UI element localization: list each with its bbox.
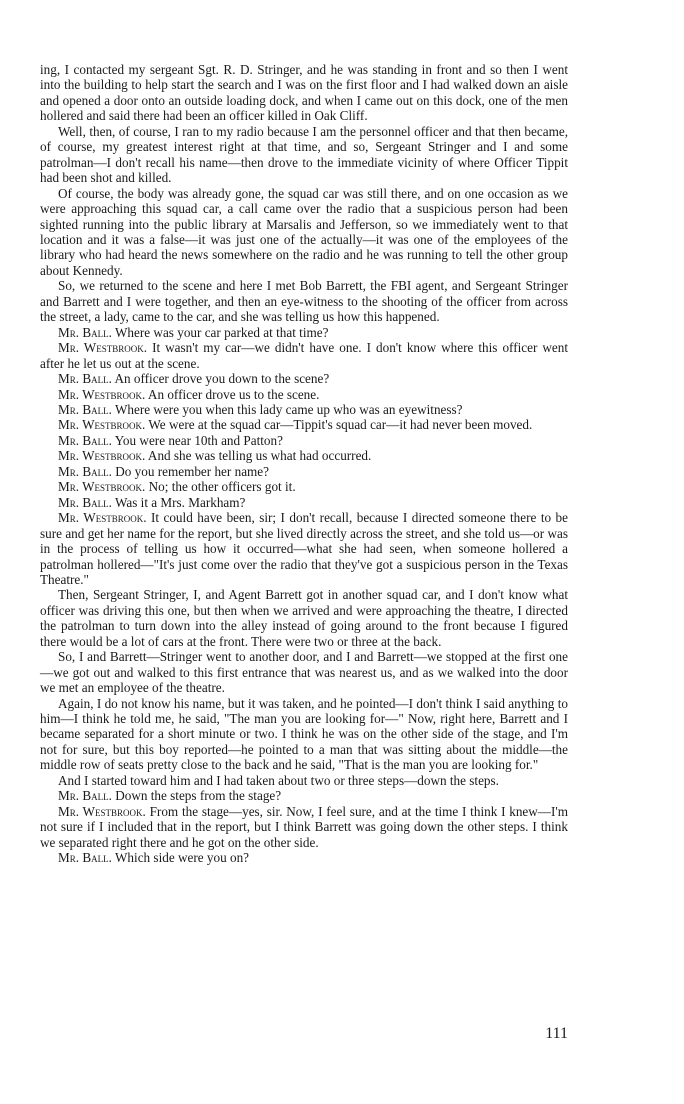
paragraph-text: So, we returned to the scene and here I met Bob Barrett, the FBI agent, and Sergeant Stringer and Barrett and I were together, and then an eye-witness to the shooting of the officer from across the street, a lady, came to the car, and she was telling us how this happened. (40, 278, 568, 325)
testimony-text (40, 62, 568, 866)
narrative-paragraph (40, 62, 568, 124)
narrative-paragraph (40, 278, 568, 324)
paragraph-text: No; the other officers got it. (148, 479, 296, 495)
testimony-exchange (40, 850, 568, 865)
paragraph-text: Well, then, of course, I ran to my radio because I am the personnel officer and that then became, of course, my greatest interest right at that time, and so, Sergeant Stringer and I and some patrolman—I don't recall his name—then drove to the immediate vicinity of where Officer Tippit had been shot and killed. (40, 123, 568, 186)
speaker-label: Mr. Ball. (58, 371, 112, 387)
page-number: 111 (545, 1025, 568, 1042)
paragraph-text: So, I and Barrett—Stringer went to another door, and I and Barrett—we stopped at the first one—we got out and walked to this first entrance that was nearest us, and as we walked into the door we met an employee of the theatre. (40, 649, 568, 696)
speaker-label: Mr. Westbrook. (58, 803, 146, 819)
paragraph-text: And I started toward him and I had taken about two or three steps—down the steps. (58, 772, 499, 788)
testimony-exchange (40, 448, 568, 463)
narrative-paragraph (40, 186, 568, 279)
narrative-paragraph (40, 587, 568, 649)
speaker-label: Mr. Ball. (58, 401, 112, 417)
paragraph-text: Was it a Mrs. Markham? (114, 494, 246, 510)
speaker-label: Mr. Ball. (58, 850, 112, 866)
paragraph-text: Where were you when this lady came up who was an eyewitness? (114, 401, 463, 417)
paragraph-text: Do you remember her name? (115, 463, 270, 479)
testimony-exchange (40, 340, 568, 371)
speaker-label: Mr. Ball. (58, 788, 112, 804)
testimony-exchange (40, 402, 568, 417)
testimony-exchange (40, 510, 568, 587)
narrative-paragraph (40, 124, 568, 186)
paragraph-text: And she was telling us what had occurred. (147, 448, 372, 464)
speaker-label: Mr. Westbrook. (58, 479, 146, 495)
testimony-exchange (40, 804, 568, 850)
testimony-exchange (40, 433, 568, 448)
speaker-label: Mr. Ball. (58, 463, 112, 479)
speaker-label: Mr. Westbrook. (58, 386, 146, 402)
paragraph-text: It could have been, sir; I don't recall, because I directed someone there to be sure and get her name for the report, but she lived directly across the street, and she told us—or was in the process of telling us how it occurred—what she had seen, when someone hollered a patrolman hollered—"It's just come over the radio that they've got a suspicious person in the Texas Theatre." (40, 510, 569, 587)
paragraph-text: It wasn't my car—we didn't have one. I don't know where this officer went after he let us out at the scene. (40, 340, 569, 371)
testimony-exchange (40, 788, 568, 803)
narrative-paragraph (40, 649, 568, 695)
testimony-exchange (40, 325, 568, 340)
paragraph-text: Down the steps from the stage? (115, 788, 282, 804)
speaker-label: Mr. Ball. (58, 432, 112, 448)
paragraph-text: Then, Sergeant Stringer, I, and Agent Barrett got in another squad car, and I don't know what officer was driving this one, but then when we arrived and were approaching the theatre, I directed the patrolman to turn down into the alley instead of going around to the front because I figured there would be a lot of cars at the front. There were two or three at the back. (40, 587, 568, 649)
paragraph-text: You were near 10th and Patton? (114, 432, 283, 448)
testimony-exchange (40, 464, 568, 479)
narrative-paragraph (40, 696, 568, 773)
speaker-label: Mr. Westbrook. (58, 340, 148, 356)
paragraph-text: Where was your car parked at that time? (114, 324, 329, 340)
testimony-exchange (40, 495, 568, 510)
paragraph-text: From the stage—yes, sir. Now, I feel sure, and at the time I think I knew—I'm not sure if I included that in the report, but I think Barrett was going down the other steps. I think we separated right there and he got on the other side. (40, 803, 569, 850)
testimony-exchange (40, 371, 568, 386)
speaker-label: Mr. Westbrook. (58, 417, 146, 433)
paragraph-text: Which side were you on? (114, 850, 250, 866)
testimony-exchange (40, 387, 568, 402)
paragraph-text: An officer drove you down to the scene? (114, 371, 330, 387)
paragraph-text: Again, I do not know his name, but it was taken, and he pointed—I don't think I said anything to him—I think he told me, he said, "The man you are looking for—" Now, right here, Barrett and I became separated for a short minute or two. I think he was on the other side of the stage, and I'm not for sure, but this boy reported—he pointed to a man that was sitting about the middle—the middle row of seats pretty close to the back and he said, "That is the man you are looking for." (40, 695, 568, 773)
paragraph-text: Of course, the body was already gone, the squad car was still there, and on one occasion as we were approaching this squad car, a call came over the radio that a suspicious person had been sighted running into the public library at Marsalis and Jefferson, so we immediately went to that location and it was a false—it was just one of the actually—it was one of the employees of the library who had heard the news somewhere on the radio and he was running to tell the other group about Kennedy. (40, 185, 568, 278)
speaker-label: Mr. Ball. (58, 494, 112, 510)
paragraph-text: An officer drove us to the scene. (147, 386, 320, 402)
narrative-paragraph (40, 773, 568, 788)
paragraph-text: ing, I contacted my sergeant Sgt. R. D. Stringer, and he was standing in front and so then I went into the building to help start the search and I was on the first floor and I had walked down an aisle and opened a door onto an outside loading dock, and when I came out on this dock, one of the men hollered and said there had been an officer killed in Oak Cliff. (40, 62, 568, 124)
speaker-label: Mr. Ball. (58, 324, 112, 340)
paragraph-text: We were at the squad car—Tippit's squad car—it had never been moved. (148, 417, 533, 433)
testimony-exchange (40, 417, 568, 432)
speaker-label: Mr. Westbrook. (58, 448, 146, 464)
testimony-exchange (40, 479, 568, 494)
speaker-label: Mr. Westbrook. (58, 510, 147, 526)
